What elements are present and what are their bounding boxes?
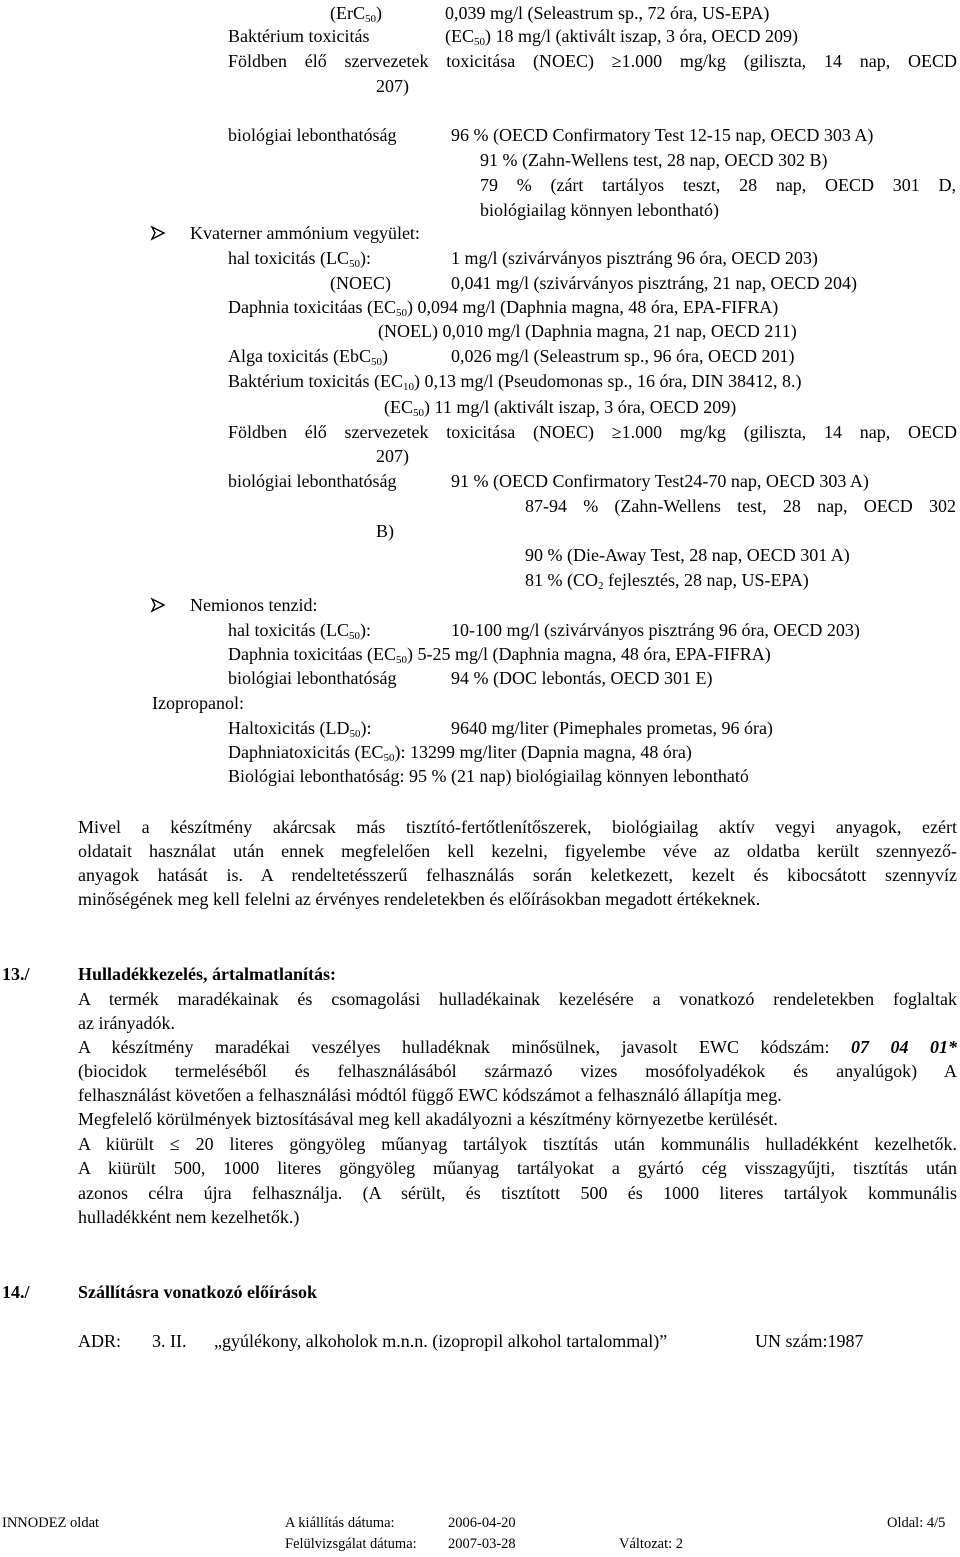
quat-biodeg-1: 91 % (OECD Confirmatory Test24-70 nap, OECD 303 A) xyxy=(451,471,869,491)
wastewater-paragraph-line: anyagok hatását is. A rendeltetésszerű felhasználás során keletkezett, kezelt és kibocsátott szennyvíz xyxy=(78,865,957,885)
section-13-line: Megfelelő körülmények biztosításával meg kell akadályozni a készítmény környezetbe kerülését. xyxy=(78,1109,778,1129)
section-13-number: 13./ xyxy=(2,964,30,984)
erc-value: 0,039 mg/l (Seleastrum sp., 72 óra, US-EPA) xyxy=(445,3,770,23)
footer-doc-name: INNODEZ oldat xyxy=(2,1515,100,1531)
quat-fish-value: 1 mg/l (szivárványos pisztráng 96 óra, OECD 203) xyxy=(451,248,818,268)
biodeg-2: 91 % (Zahn-Wellens test, 28 nap, OECD 302 B) xyxy=(480,150,828,170)
nonionic-fish-value: 10-100 mg/l (szivárványos pisztráng 96 óra, OECD 203) xyxy=(451,620,860,640)
section-13-line: A kiürült 500, 1000 literes göngyöleg műanyag tartályokat a gyártó cég visszagyűjti, tisztítás után xyxy=(78,1158,957,1178)
adr-description: „gyúlékony, alkoholok m.n.n. (izopropil alkohol tartalommal)” xyxy=(214,1331,668,1351)
section-13-line: azonos célra újra felhasználja. (A sérült, és tisztított 500 és 1000 literes tartályok kommunális xyxy=(78,1183,957,1203)
arrow-bullet-icon xyxy=(150,597,166,613)
wastewater-paragraph-line: minőségének meg kell felelni az érvényes rendeletekben és előírásokban megadott értékeknek. xyxy=(78,889,761,909)
quat-biodeg-label: biológiai lebonthatóság xyxy=(228,471,397,491)
isopropanol-fish-value: 9640 mg/liter (Pimephales prometas, 96 óra) xyxy=(451,718,773,738)
quat-biodeg-2-cont: B) xyxy=(376,521,394,541)
bacteria-label: Baktérium toxicitás xyxy=(228,26,370,46)
adr-label: ADR: xyxy=(78,1331,122,1351)
isopropanol-biodeg: Biológiai lebonthatóság: 95 % (21 nap) biológiailag könnyen lebontható xyxy=(228,766,749,786)
footer-issue-date: 2006-04-20 xyxy=(448,1515,516,1531)
footer-page: Oldal: 4/5 xyxy=(887,1515,946,1531)
quat-fish-label: hal toxicitás $(LC_{50})$: xyxy=(228,248,371,270)
quat-biodeg-2: 87-94 % (Zahn-Wellens test, 28 nap, OECD 302 xyxy=(525,496,956,516)
quat-alga-label: Alga toxicitás (EbC$_{50}$) xyxy=(228,346,388,368)
section-13-ewc-line: A készítmény maradékai veszélyes hulladéknak minősülnek, javasolt EWC kódszám: 07 04 01* xyxy=(78,1037,957,1057)
soil-toxicity: Földben élő szervezetek toxicitása (NOEC) ≥1.000 mg/kg (giliszta, 14 nap, OECD xyxy=(228,51,957,71)
nonionic-heading: Nemionos tenzid: xyxy=(190,595,318,615)
bacteria-value: $(EC_{50})$ 18 mg/l (aktivált iszap, 3 óra, OECD 209) xyxy=(445,26,798,48)
quat-heading: Kvaterner ammónium vegyület: xyxy=(190,223,420,243)
soil-toxicity-cont: 207) xyxy=(376,76,409,96)
section-13-line: hulladékként nem kezelhetők.) xyxy=(78,1207,300,1227)
nonionic-biodeg-value: 94 % (DOC lebontás, OECD 301 E) xyxy=(451,668,713,688)
biodeg-3: 79 % (zárt tartályos teszt, 28 nap, OECD 301 D, xyxy=(480,175,956,195)
section-13-line: felhasználást követően a felhasználási módtól függő EWC kódszámot a felhasználó állapítja meg. xyxy=(78,1085,782,1105)
quat-noel: (NOEL) 0,010 mg/l (Daphnia magna, 21 nap, OECD 211) xyxy=(378,321,797,341)
nonionic-daphnia: Daphnia toxicitáas $(EC_{50})$ 5-25 mg/l (Daphnia magna, 48 óra, EPA-FIFRA) xyxy=(228,644,771,666)
section-13-title: Hulladékkezelés, ártalmatlanítás: xyxy=(78,964,336,984)
section-14-title: Szállításra vonatkozó előírások xyxy=(78,1282,317,1302)
quat-alga-value: 0,026 mg/l (Seleastrum sp., 96 óra, OECD 201) xyxy=(451,346,795,366)
nonionic-biodeg-label: biológiai lebonthatóság xyxy=(228,668,397,688)
quat-biodeg-3: 90 % (Die-Away Test, 28 nap, OECD 301 A) xyxy=(525,545,850,565)
quat-noec-label: (NOEC) xyxy=(330,273,391,293)
wastewater-paragraph-line: oldatait használat után ennek megfelelően kell kezelni, figyelembe véve az oldatba került szennyező- xyxy=(78,841,957,861)
ewc-code: 07 04 01* xyxy=(850,1037,957,1057)
quat-daphnia: Daphnia toxicitáas $(EC_{50})$ 0,094 mg/l (Daphnia magna, 48 óra, EPA-FIFRA) xyxy=(228,297,779,319)
un-number: UN szám:1987 xyxy=(755,1331,864,1351)
section-13-line: az irányadók. xyxy=(78,1013,175,1033)
quat-bacteria: Baktérium toxicitás $(EC_{10})$ 0,13 mg/l (Pseudomonas sp., 16 óra, DIN 38412, 8.) xyxy=(228,371,802,393)
biodeg-3-cont: biológiailag könnyen lebontható) xyxy=(480,200,719,220)
biodeg-label: biológiai lebonthatóság xyxy=(228,125,397,145)
quat-soil-toxicity-cont: 207) xyxy=(376,446,409,466)
section-13-line: (biocidok termeléséből és felhasználásából származó vizes mosófolyadékok és anyalúgok) A xyxy=(78,1061,957,1081)
isopropanol-daphnia: Daphniatoxicitás $(EC_{50})$: 13299 mg/liter (Dapnia magna, 48 óra) xyxy=(228,742,692,764)
erc-label: (ErC$_{50}$) xyxy=(330,3,382,25)
adr-class: 3. II. xyxy=(152,1331,187,1351)
footer-review-date: 2007-03-28 xyxy=(448,1536,516,1552)
section-13-line: A termék maradékainak és csomagolási hulladékainak kezelésére a vonatkozó rendeletekben foglaltak xyxy=(78,989,957,1009)
wastewater-paragraph-line: Mivel a készítmény akárcsak más tisztító-fertőtlenítőszerek, biológiailag aktív vegyi anyagok, ezért xyxy=(78,817,957,837)
quat-bacteria-2: $(EC_{50})$ 11 mg/l (aktivált iszap, 3 óra, OECD 209) xyxy=(384,397,737,419)
footer-version: Változat: 2 xyxy=(619,1536,684,1552)
quat-soil-toxicity: Földben élő szervezetek toxicitása (NOEC) ≥1.000 mg/kg (giliszta, 14 nap, OECD xyxy=(228,422,957,442)
quat-biodeg-4: 81 % ($CO_2$ fejlesztés, 28 nap, US-EPA) xyxy=(525,570,809,592)
section-14-number: 14./ xyxy=(2,1282,30,1302)
nonionic-fish-label: hal toxicitás $(LC_{50})$: xyxy=(228,620,371,642)
isopropanol-heading: Izopropanol: xyxy=(152,693,244,713)
biodeg-1: 96 % (OECD Confirmatory Test 12-15 nap, OECD 303 A) xyxy=(451,125,874,145)
arrow-bullet-icon xyxy=(150,225,166,241)
quat-noec-value: 0,041 mg/l (szivárványos pisztráng, 21 nap, OECD 204) xyxy=(451,273,857,293)
footer-review-label: Felülvizsgálat dátuma: xyxy=(285,1536,417,1552)
footer-issue-label: A kiállítás dátuma: xyxy=(285,1515,395,1531)
isopropanol-fish-label: Haltoxicitás $(LD_{50})$: xyxy=(228,718,372,740)
section-13-line: A kiürült ≤ 20 literes göngyöleg műanyag tartályok tisztítás után kommunális hulladékként kezelhetők. xyxy=(78,1134,957,1154)
